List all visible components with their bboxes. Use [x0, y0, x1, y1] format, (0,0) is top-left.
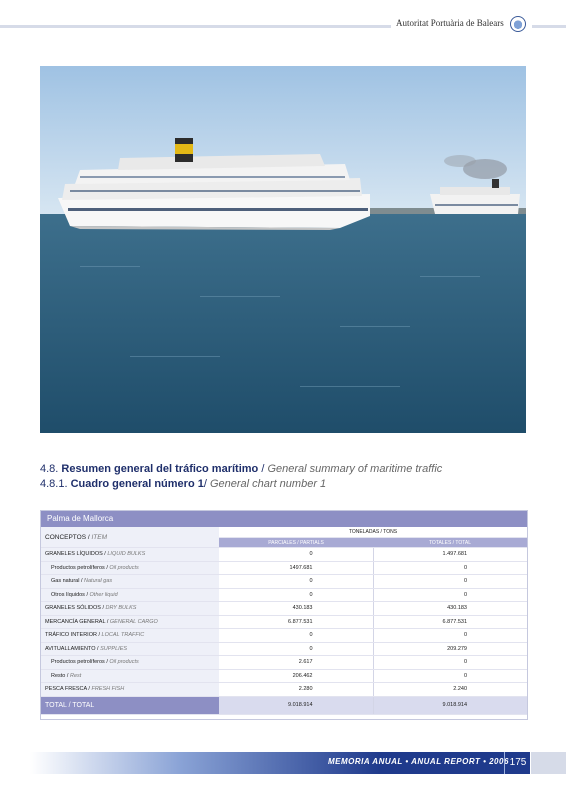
total-total: 9.018.914	[373, 696, 527, 714]
table-row	[41, 642, 527, 656]
subsection-title: Cuadro general número 1	[70, 478, 204, 490]
table-row	[41, 629, 527, 643]
row-partial: 430.183	[219, 602, 373, 616]
row-total: 0	[373, 561, 527, 575]
row-partial: 0	[219, 548, 373, 562]
row-label: Productos petrolíferos / Oil products	[41, 561, 219, 575]
row-partial: 0	[219, 588, 373, 602]
row-partial: 206.462	[219, 669, 373, 683]
section-heading: 4.8. Resumen general del tráfico marítimo / General summary of maritime traffic	[40, 463, 443, 475]
row-total: 209.279	[373, 642, 527, 656]
table-header-row	[41, 527, 527, 538]
row-partial: 2.617	[219, 656, 373, 670]
row-partial: 2.280	[219, 683, 373, 697]
section-title: Resumen general del tráfico marítimo	[61, 463, 259, 475]
row-partial: 6.877.531	[219, 615, 373, 629]
row-label: Gas natural / Natural gas	[41, 575, 219, 589]
row-total: 2.240	[373, 683, 527, 697]
table-row	[41, 548, 527, 562]
table-row	[41, 683, 527, 697]
table-row	[41, 588, 527, 602]
concepts-header: CONCEPTOS / ITEM	[41, 527, 219, 548]
row-partial: 0	[219, 575, 373, 589]
row-label: PESCA FRESCA / FRESH FISH	[41, 683, 219, 697]
row-label: TRÁFICO INTERIOR / LOCAL TRAFFIC	[41, 629, 219, 643]
row-label: GRANELES SÓLIDOS / DRY BULKS	[41, 602, 219, 616]
section-number: 4.8.	[40, 463, 59, 475]
total-partial: 9.018.914	[219, 696, 373, 714]
row-partial: 0	[219, 629, 373, 643]
table-row	[41, 561, 527, 575]
header-rule-right	[532, 25, 566, 28]
table-total-row	[41, 696, 527, 714]
row-total: 430.183	[373, 602, 527, 616]
table-row	[41, 602, 527, 616]
table-title: Palma de Mallorca	[41, 511, 527, 527]
row-total: 0	[373, 656, 527, 670]
header-rule-left	[0, 25, 391, 28]
footer-rule-right	[531, 752, 566, 774]
harbour-photo	[40, 66, 526, 433]
total-column-header: TOTALES / TOTAL	[373, 538, 527, 548]
subsection-heading: 4.8.1. Cuadro general número 1/ General chart number 1	[40, 478, 327, 490]
table-row	[41, 669, 527, 683]
section-title-en: General summary of maritime traffic	[267, 463, 443, 475]
row-label: MERCANCÍA GENERAL / GENERAL CARGO	[41, 615, 219, 629]
tonnes-header: TONELADAS / TONS	[219, 527, 527, 538]
row-label: AVITUALLAMIENTO / SUPPLIES	[41, 642, 219, 656]
page-number: 175	[504, 752, 531, 774]
row-label: GRANELES LÍQUIDOS / LIQUID BULKS	[41, 548, 219, 562]
table-row	[41, 656, 527, 670]
traffic-table	[40, 510, 528, 720]
footer-title: MEMORIA ANUAL • ANUAL REPORT • 2006	[328, 757, 509, 766]
partial-column-header: PARCIALES / PARTIALS	[219, 538, 373, 548]
row-label: Resto / Rest	[41, 669, 219, 683]
subsection-title-en: General chart number 1	[209, 478, 327, 490]
row-partial: 1497.681	[219, 561, 373, 575]
total-label: TOTAL / TOTAL	[41, 696, 219, 714]
table-row	[41, 575, 527, 589]
row-total: 0	[373, 629, 527, 643]
subsection-number: 4.8.1.	[40, 478, 68, 490]
row-total: 6.877.531	[373, 615, 527, 629]
row-label: Otros líquidos / Other liquid	[41, 588, 219, 602]
organization-name: Autoritat Portuària de Balears	[396, 18, 504, 28]
row-total: 0	[373, 669, 527, 683]
row-total: 1.497.681	[373, 548, 527, 562]
port-authority-logo-icon	[510, 16, 526, 32]
row-label: Productos petrolíferos / Oil products	[41, 656, 219, 670]
row-total: 0	[373, 575, 527, 589]
row-partial: 0	[219, 642, 373, 656]
row-total: 0	[373, 588, 527, 602]
table-row	[41, 615, 527, 629]
